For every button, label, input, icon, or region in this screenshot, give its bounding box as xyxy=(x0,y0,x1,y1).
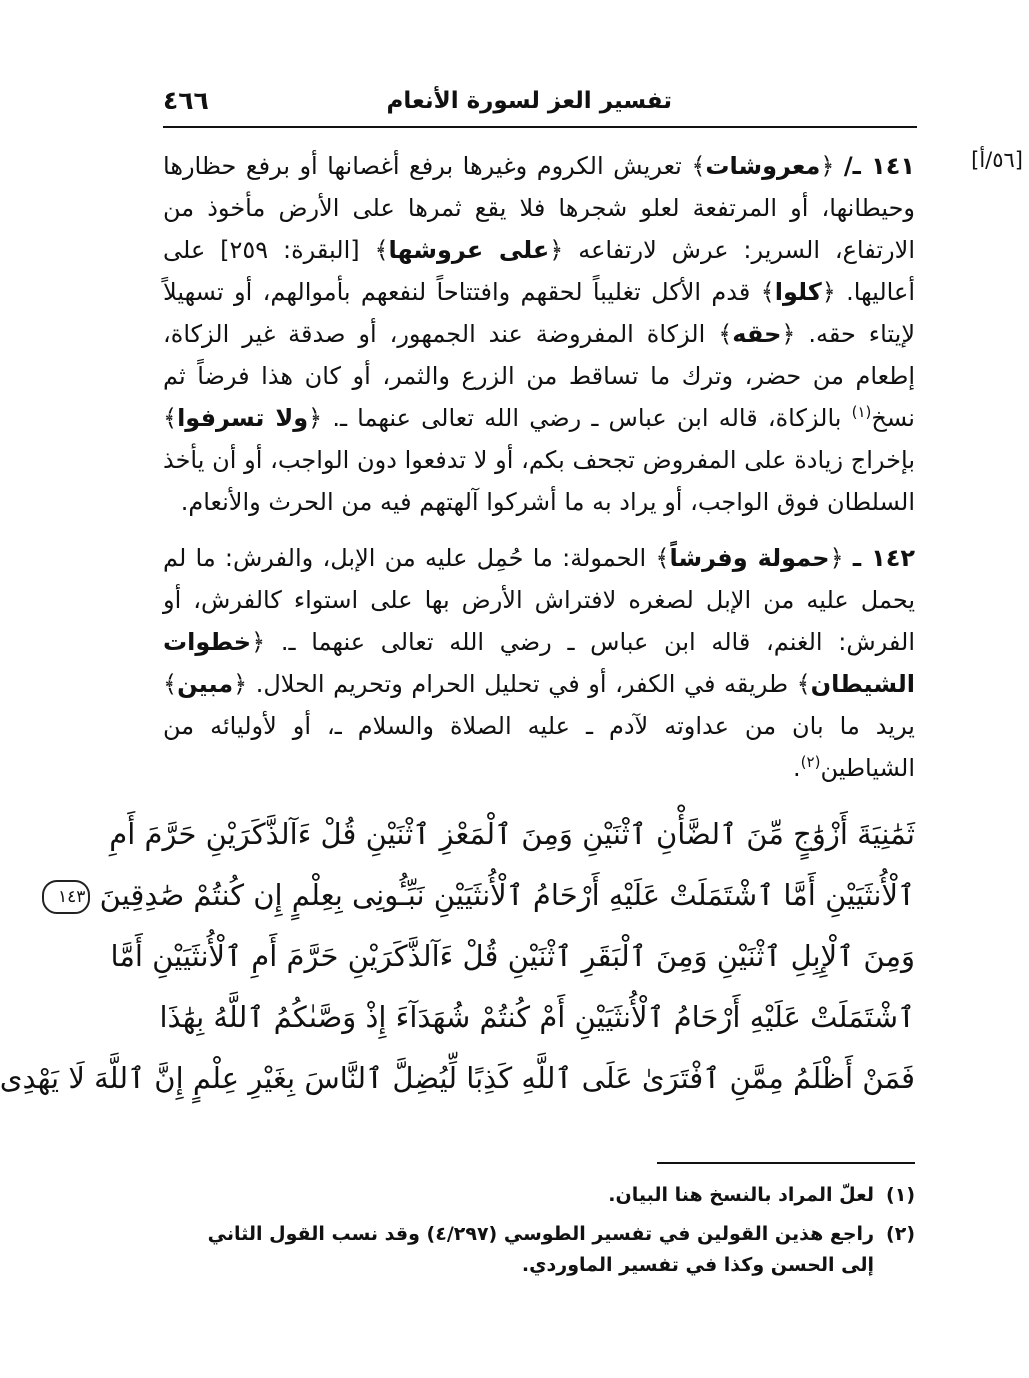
text-run: ﴾ [البقرة: ٢٥٩] على أعاليها. ﴿ xyxy=(163,236,915,306)
text-run: ﴾ الحمولة: ما حُمِل عليه من الإبل، والفرش: ما لم يحمل عليه من الإبل لصغره لافتراش الأرض بها على استواء كالفرش، أو الفرش: الغنم، قاله ابن عباس ـ رضي الله تعالى عنهما ـ. ﴿ xyxy=(163,544,915,656)
text-run: ﴾ تعريش الكروم وغيرها برفع أغصانها أو برفع حظارها وحيطانها، أو المرتفعة لعلو شجرها فلا يقع ثمرها على الأرض مأخوذ من الارتفاع، السرير: عرش لارتفاعه ﴿ xyxy=(163,152,915,264)
footnote-item xyxy=(169,1180,915,1211)
footnote-number: (١) xyxy=(886,1184,915,1206)
quran-term: كلوا xyxy=(774,278,822,306)
verse-line xyxy=(58,865,915,926)
footnotes xyxy=(169,1180,915,1289)
quran-term: على عروشها xyxy=(388,236,550,264)
text-run: ﴾ يريد ما بان من عداوته لآدم ـ عليه الصلاة والسلام ـ، أو لأوليائه من الشياطين xyxy=(163,670,915,782)
verse-line: فَمَنْ أَظْلَمُ مِمَّنِ ٱفْتَرَىٰ عَلَى ٱللَّهِ كَذِبًا لِّيُضِلَّ ٱلنَّاسَ بِغَيْرِ عِلْمٍ إِنَّ ٱللَّهَ لَا يَهْدِى xyxy=(0,1061,915,1095)
page-number: ٤٦٦ xyxy=(163,86,209,115)
verse-line: ثَمَٰنِيَةَ أَزْوَٰجٍ مِّنَ ٱلضَّأْنِ ٱثْنَيْنِ وَمِنَ ٱلْمَعْزِ ٱثْنَيْنِ قُلْ ءَآلذَّكَرَيْنِ حَرَّمَ أَمِ xyxy=(109,817,915,851)
text-run: ﴿ xyxy=(829,544,853,572)
quran-term: ولا تسرفوا xyxy=(177,404,309,432)
footnote-ref: (١) xyxy=(851,403,872,421)
commentary-body xyxy=(163,145,915,789)
entry-number: ١٤٢ ـ xyxy=(852,544,916,572)
quran-term: مبين xyxy=(177,670,234,698)
verse-line: ٱشْتَمَلَتْ عَلَيْهِ أَرْحَامُ ٱلْأُنثَيَيْنِ أَمْ كُنتُمْ شُهَدَآءَ إِذْ وَصَّىٰكُمُ ٱللَّهُ بِهَٰذَا xyxy=(159,1000,915,1034)
header-title: تفسير العز لسورة الأنعام xyxy=(386,88,672,114)
paragraph-142 xyxy=(163,537,915,789)
footnote-ref: (٢) xyxy=(800,753,821,771)
text-run: . xyxy=(793,754,801,782)
text-run: ﴾ بإخراج زيادة على المفروض تجحف بكم، أو لا تدفعوا دون الواجب، أو أن يأخذ السلطان فوق الواجب، أو يراد به ما أشركوا آلهتهم فيه من الحرث والأنعام. xyxy=(163,404,915,516)
quran-term: حمولة وفرشاً xyxy=(669,544,830,572)
footnote-number: (٢) xyxy=(886,1223,915,1245)
paragraph-141 xyxy=(163,145,915,523)
entry-number: ١٤١ ـ/ xyxy=(843,152,916,180)
quran-term: حقه xyxy=(732,320,782,348)
text-run: ﴾ طريقه في الكفر، أو في تحليل الحرام وتحريم الحلال. ﴿ xyxy=(233,670,811,698)
verse-line: وَمِنَ ٱلْإِبِلِ ٱثْنَيْنِ وَمِنَ ٱلْبَقَرِ ٱثْنَيْنِ قُلْ ءَآلذَّكَرَيْنِ حَرَّمَ أَمِ ٱلْأُنثَيَيْنِ أَمَّا xyxy=(110,939,915,973)
footnote-text: راجع هذين القولين في تفسير الطوسي (٤/٢٩٧) وقد نسب القول الثاني إلى الحسن وكذا في تفسير الماوردي. xyxy=(207,1223,875,1276)
quran-term: معروشات xyxy=(705,152,821,180)
ayah-number-marker: ١٤٣ xyxy=(42,880,90,914)
footnote-text: لعلّ المراد بالنسخ هنا البيان. xyxy=(608,1184,875,1206)
running-header xyxy=(163,86,917,128)
text-run: ﴾ الزكاة المفروضة عند الجمهور، أو صدقة غير الزكاة، إطعام من حضر، وترك ما تساقط من الزرع والثمر، أو كان هذا فرضاً ثم نسخ xyxy=(163,320,915,432)
quran-verses xyxy=(0,804,915,1109)
margin-reference: [٥٦/أ] xyxy=(971,148,1023,172)
text-run: ﴾ قدم الأكل تغليباً لحقهم وافتتاحاً لنفعهم بأموالهم، أو تسهيلاً لإيتاء حقه. ﴿ xyxy=(163,278,915,348)
footnote-separator xyxy=(657,1162,915,1164)
verse-text: ٱلْأُنثَيَيْنِ أَمَّا ٱشْتَمَلَتْ عَلَيْهِ أَرْحَامُ ٱلْأُنثَيَيْنِ نَبِّـُٔونِى بِعِلْمٍ إِن كُنتُمْ صَٰدِقِينَ xyxy=(99,878,915,912)
footnote-item xyxy=(169,1219,915,1281)
text-run: ﴿ xyxy=(820,152,844,180)
quran-term: خطوات الشيطان xyxy=(163,628,915,698)
text-run: بالزكاة، قاله ابن عباس ـ رضي الله تعالى عنهما ـ. ﴿ xyxy=(308,404,852,432)
